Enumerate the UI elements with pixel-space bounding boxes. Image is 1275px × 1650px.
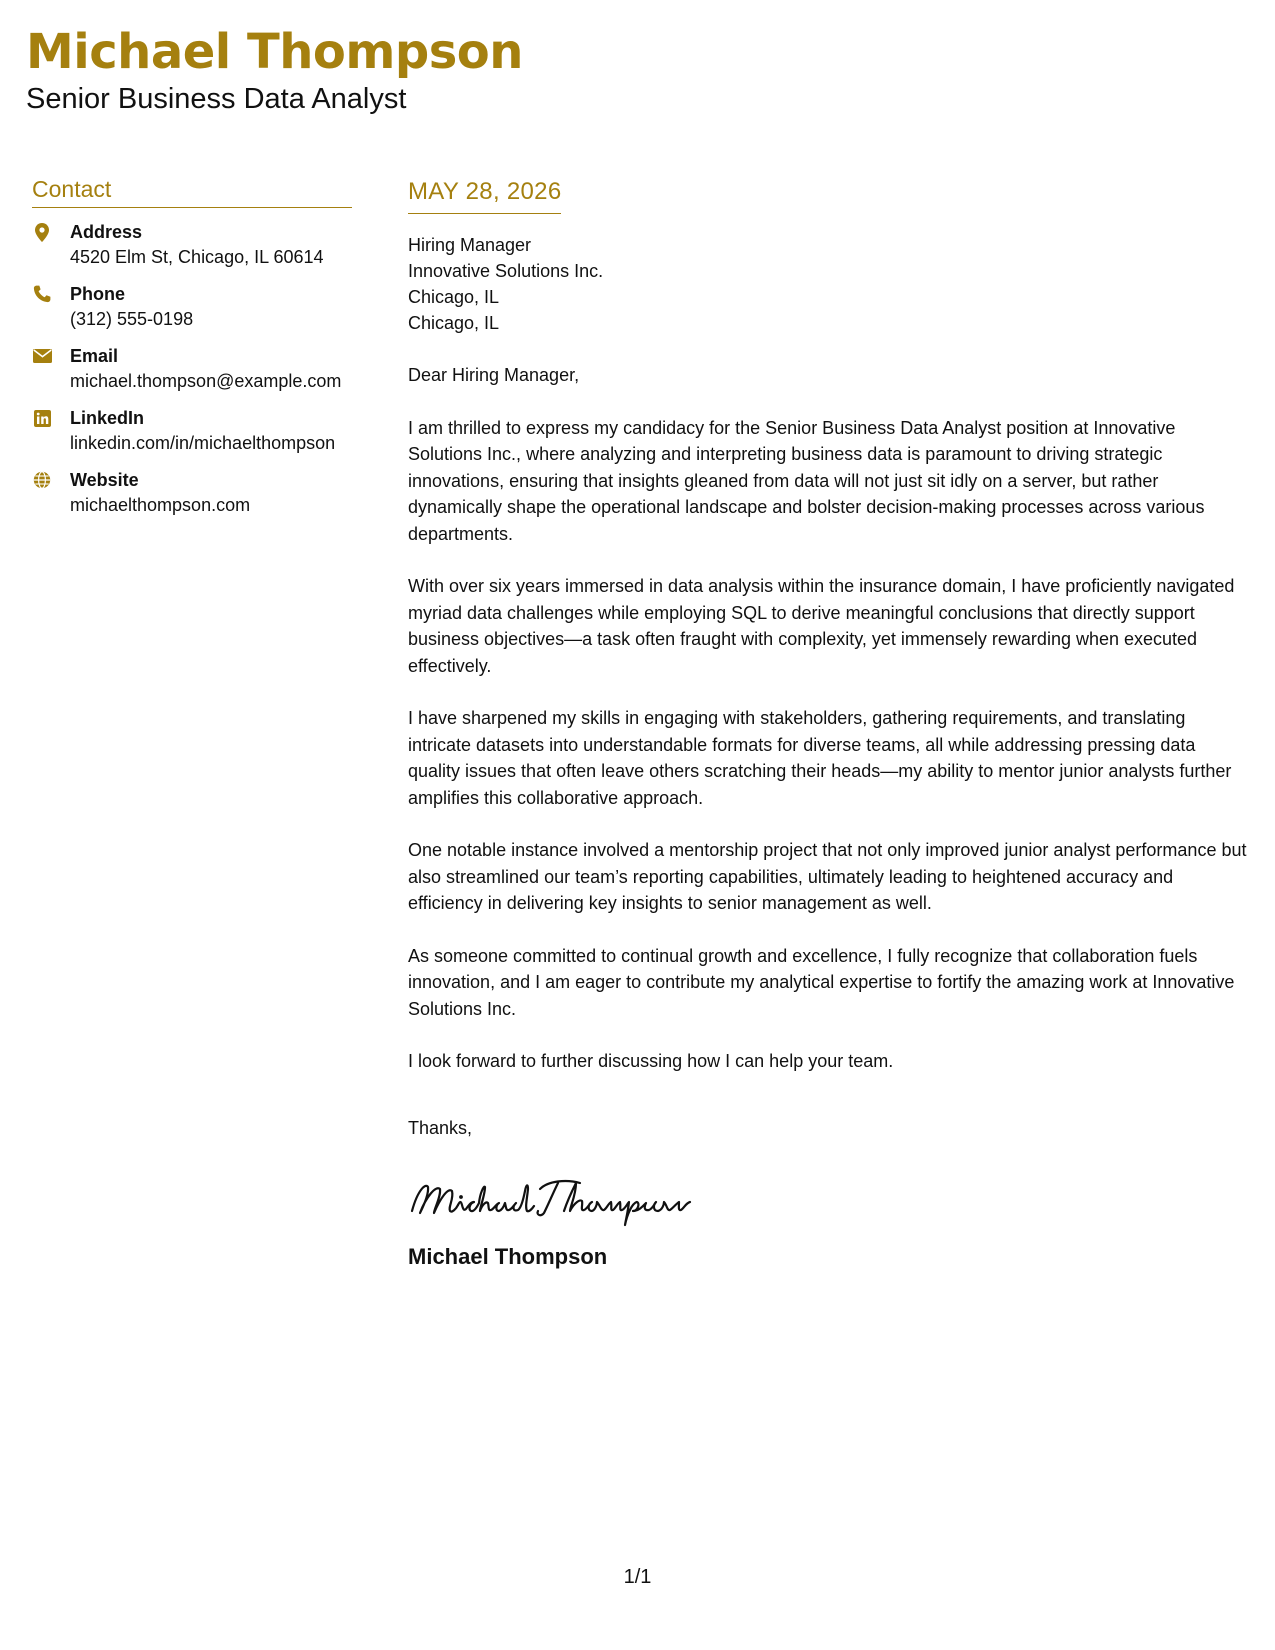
applicant-name: Michael Thompson bbox=[26, 24, 523, 80]
letter-paragraph: With over six years immersed in data analysis within the insurance domain, I have proficiently navigated myriad data challenges while employing SQL to derive meaningful conclusions that directly support business objectives—a task often fraught with complexity, yet immensely rewarding when executed effectively. bbox=[408, 576, 1235, 676]
contact-value: michaelthompson.com bbox=[70, 495, 251, 515]
signer-name: Michael Thompson bbox=[408, 1243, 608, 1269]
contact-value: 4520 Elm St, Chicago, IL 60614 bbox=[70, 247, 324, 267]
applicant-title: Senior Business Data Analyst bbox=[26, 83, 407, 115]
recipient-block bbox=[408, 232, 1248, 336]
salutation: Dear Hiring Manager, bbox=[408, 365, 580, 385]
contact-label: Email bbox=[70, 346, 119, 366]
closing: Thanks, bbox=[408, 1117, 473, 1138]
recipient-line: Chicago, IL bbox=[408, 313, 500, 333]
map-pin-icon bbox=[32, 222, 52, 242]
letter-paragraph: As someone committed to continual growth and excellence, I fully recognize that collaboration fuels innovation, and I am eager to contribute my analytical expertise to fortify the amazing work at Innovative Solutions Inc. bbox=[408, 945, 1235, 1019]
letter-body bbox=[408, 175, 1248, 1271]
letter-paragraph: I look forward to further discussing how I can help your team. bbox=[408, 1051, 894, 1071]
contact-value: linkedin.com/in/michaelthompson bbox=[70, 433, 336, 453]
envelope-icon bbox=[32, 346, 52, 366]
recipient-line: Innovative Solutions Inc. bbox=[408, 261, 604, 281]
globe-icon bbox=[32, 470, 52, 490]
linkedin-icon bbox=[32, 408, 52, 428]
page-number: 1/1 bbox=[623, 1566, 652, 1588]
contact-email bbox=[32, 344, 352, 394]
contact-section-title: Contact bbox=[32, 175, 352, 208]
contact-value: (312) 555-0198 bbox=[70, 309, 194, 329]
recipient-line: Chicago, IL bbox=[408, 287, 500, 307]
contact-value: michael.thompson@example.com bbox=[70, 371, 342, 391]
contact-label: Website bbox=[70, 470, 139, 490]
letter-date: MAY 28, 2026 bbox=[408, 175, 561, 214]
document-header bbox=[26, 22, 523, 116]
contact-sidebar bbox=[32, 175, 352, 530]
recipient-line: Hiring Manager bbox=[408, 235, 532, 255]
contact-website bbox=[32, 468, 352, 518]
letter-paragraph: I am thrilled to express my candidacy for the Senior Business Data Analyst position at Innovative Solutions Inc., where analyzing and interpreting business data is paramount to driving strategic innovations, ensuring that insights gleaned from data will not just sit idly on a server, but rather dynamically shape the operational landscape and bolster decision-making processes across various departments. bbox=[408, 417, 1205, 544]
letter-paragraph: I have sharpened my skills in engaging with stakeholders, gathering requirements, and translating intricate datasets into understandable formats for diverse teams, all while addressing pressing data quality issues that often leave others scratching their heads—my ability to mentor junior analysts further amplifies this collaborative approach. bbox=[408, 708, 1232, 808]
contact-label: LinkedIn bbox=[70, 408, 145, 428]
handwritten-signature bbox=[408, 1169, 708, 1229]
letter-paragraph: One notable instance involved a mentorship project that not only improved junior analyst performance but also streamlined our team’s reporting capabilities, ultimately leading to heightened accuracy and efficiency in delivering key insights to senior management as well. bbox=[408, 840, 1247, 913]
contact-linkedin bbox=[32, 406, 352, 456]
phone-icon bbox=[32, 284, 52, 304]
contact-phone bbox=[32, 282, 352, 332]
contact-label: Phone bbox=[70, 284, 126, 304]
contact-label: Address bbox=[70, 222, 143, 242]
contact-address bbox=[32, 220, 352, 270]
